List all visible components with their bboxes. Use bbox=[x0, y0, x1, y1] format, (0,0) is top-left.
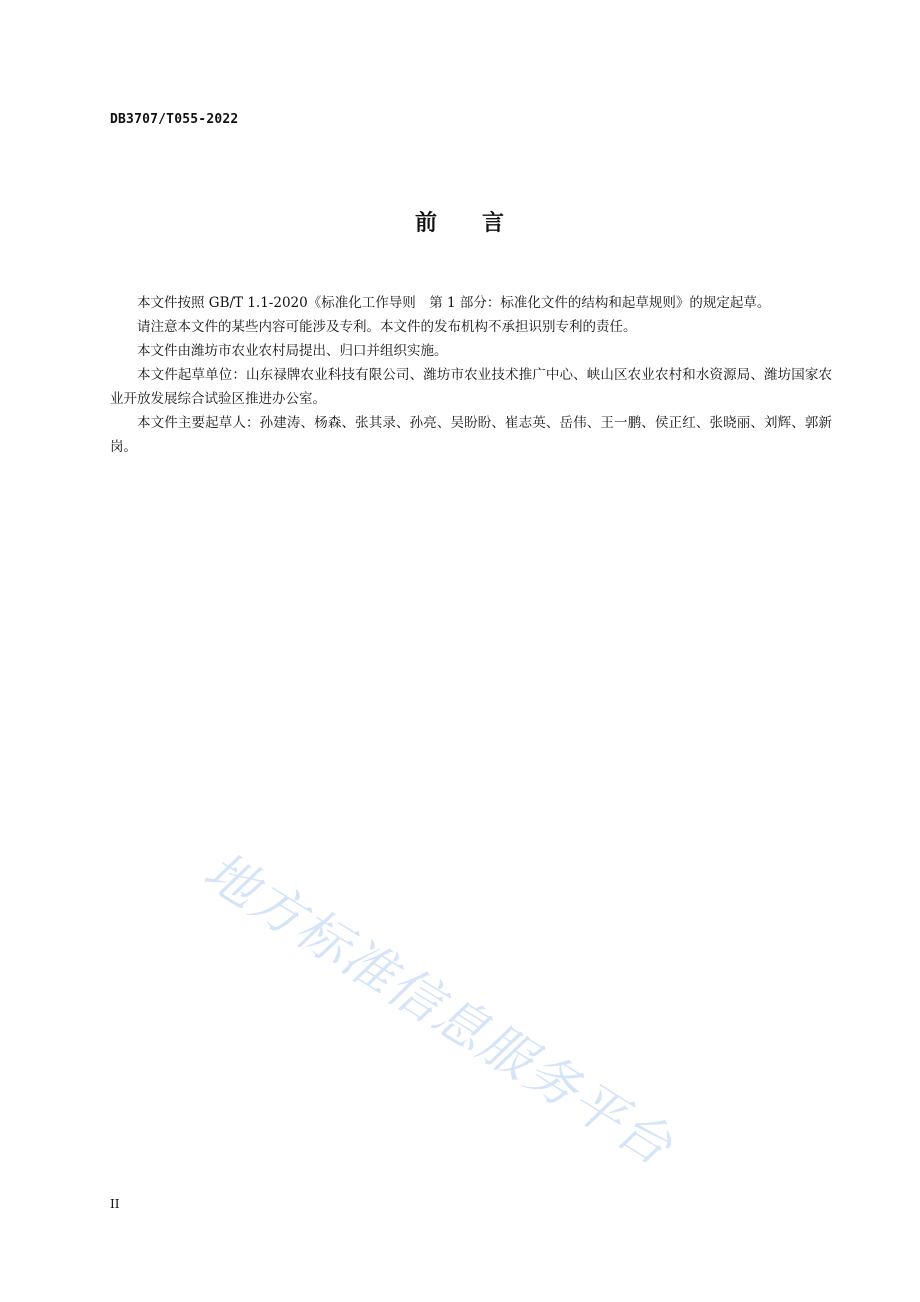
title-char-1: 前 bbox=[414, 211, 438, 236]
document-code: DB3707/T055-2022 bbox=[110, 112, 239, 127]
paragraph-proposer: 本文件由潍坊市农业农村局提出、归口并组织实施。 bbox=[137, 343, 448, 359]
document-body bbox=[110, 291, 832, 459]
paragraph-patent-notice: 请注意本文件的某些内容可能涉及专利。本文件的发布机构不承担识别专利的责任。 bbox=[137, 319, 637, 335]
page-number: II bbox=[110, 1197, 120, 1211]
paragraph-drafters: 本文件主要起草人：孙建涛、杨森、张其录、孙亮、吴盼盼、崔志英、岳伟、王一鹏、侯正红、张晓丽、刘辉、郭新岗。 bbox=[110, 415, 832, 455]
page-title bbox=[0, 206, 920, 237]
paragraph-drafting-units: 本文件起草单位：山东禄牌农业科技有限公司、潍坊市农业技术推广中心、峡山区农业农村和水资源局、潍坊国家农业开放发展综合试验区推进办公室。 bbox=[110, 367, 832, 407]
paragraph-drafting-rules: 本文件按照 GB/T 1.1-2020《标准化工作导则 第 1 部分：标准化文件的结构和起草规则》的规定起草。 bbox=[137, 295, 771, 311]
title-char-2: 言 bbox=[482, 211, 506, 236]
watermark: 地方标准信息服务平台 bbox=[193, 841, 684, 1179]
